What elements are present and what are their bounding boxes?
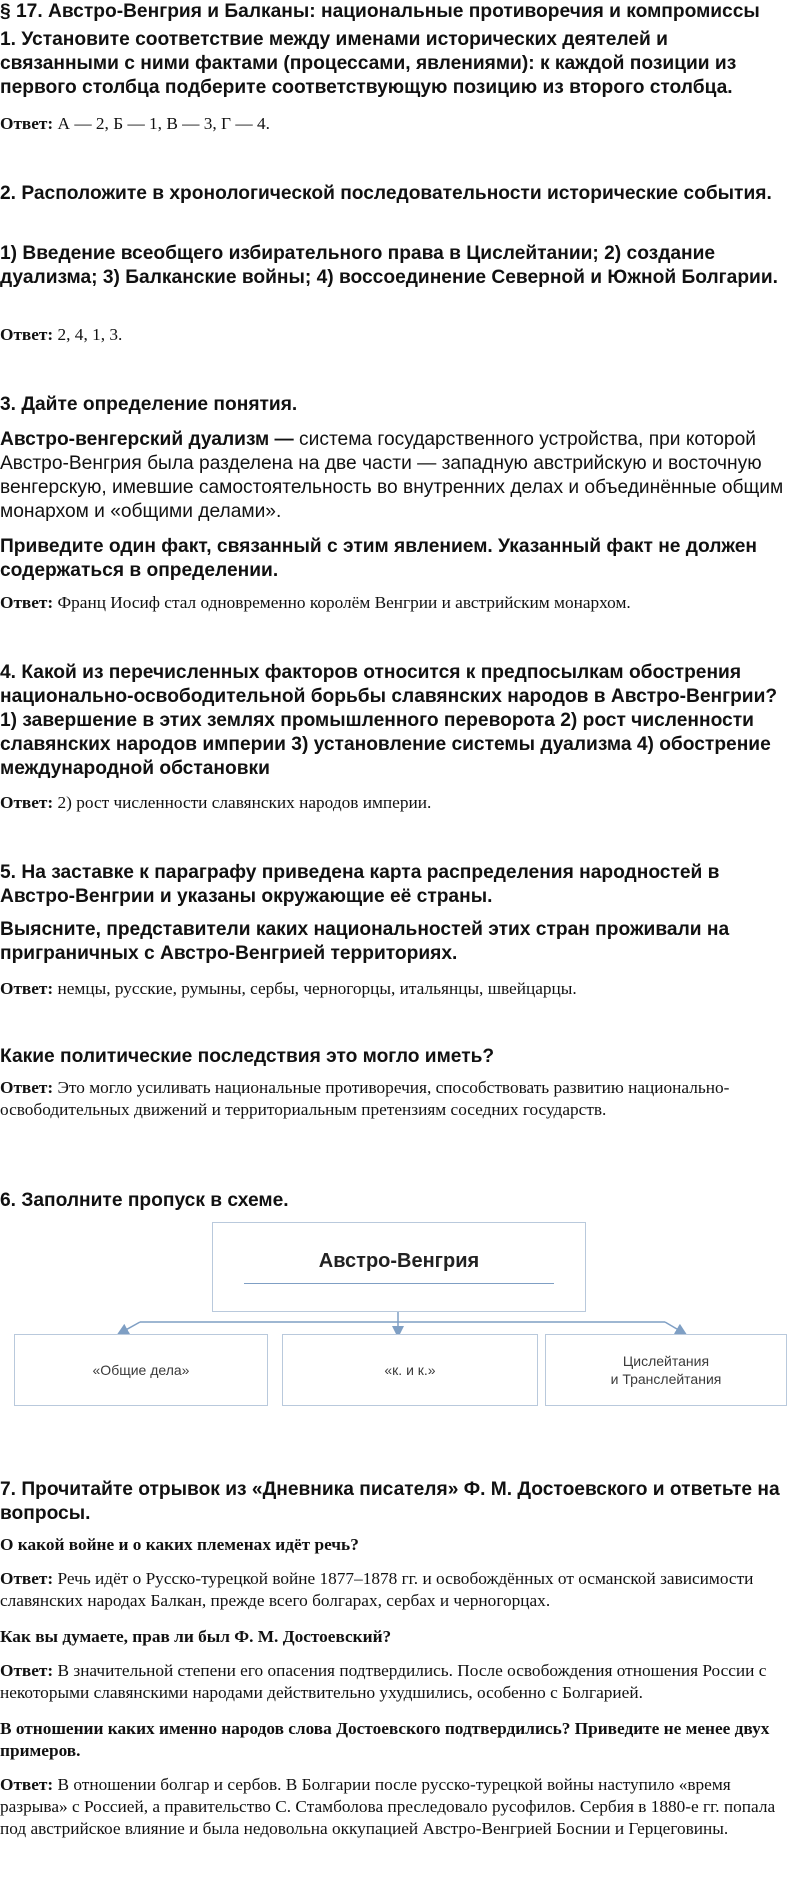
answer-7-2 [0,1660,792,1704]
answer-label: Ответ: [0,325,54,344]
diagram-root-box [212,1222,586,1312]
answer-7-3-text: В отношении болгар и сербов. В Болгарии после русско-турецкой войны наступило «время разрыва» с Россией, а правительство С. Стамболова преследовало русофилов. Сербия в 1880-е гг. попала под австрийское влияние и была недовольна оккупацией Австро-Венгрией Боснии и Герцеговины. [0,1775,776,1838]
question-7-sub-2: Как вы думаете, прав ли был Ф. М. Достоевский? [0,1627,392,1646]
question-2-events: 1) Введение всеобщего избирательного права в Цислейтании; 2) создание дуализма; 3) Балканские войны; 4) воссоединение Северной и Южной Болгарии. [0,243,778,288]
question-5-task-2: Какие политические последствия это могло иметь? [0,1046,495,1067]
answer-label: Ответ: [0,114,54,133]
question-7-sub-3: В отношении каких именно народов слова Достоевского подтвердились? Приведите не менее двух примеров. [0,1719,770,1760]
answer-label: Ответ: [0,793,54,812]
definition-term: Австро-венгерский дуализм — [0,429,294,450]
question-3: 3. Дайте определение понятия. [0,394,298,415]
question-2: 2. Расположите в хронологической последовательности исторические события. [0,183,772,204]
question-3-task: Приведите один факт, связанный с этим явлением. Указанный факт не должен содержаться в определении. [0,536,758,581]
answer-label: Ответ: [0,1775,54,1794]
answer-7-2-text: В значительной степени его опасения подтвердились. После освобождения отношения России с некоторыми славянскими народами действительно ухудшились, особенно с Болгарией. [0,1661,767,1702]
answer-label: Ответ: [0,1078,54,1097]
answer-2 [0,324,792,346]
answer-3 [0,592,792,614]
answer-7-1 [0,1568,792,1612]
diagram-child-2: «к. и к.» [282,1334,538,1406]
definition-text: система государственного устройства, при которой Австро-Венгрия была разделена на две части — западную австрийскую и восточную венгерскую, имевшие самостоятельность во внутренних делах и объединённые общим монархом и «общими делами». [0,429,784,522]
question-7: 7. Прочитайте отрывок из «Дневника писателя» Ф. М. Достоевского и ответьте на вопросы. [0,1479,780,1524]
answer-5-1-text: немцы, русские, румыны, сербы, черногорцы, итальянцы, швейцарцы. [57,979,577,998]
answer-7-1-text: Речь идёт о Русско-турецкой войне 1877–1878 гг. и освобождённых от османской зависимости славянских народах Балкан, прежде всего болгарах, сербах и черногорцах. [0,1569,754,1610]
question-5-task-1: Выясните, представители каких национальностей этих стран проживали на приграничных с Австро-Венгрией территориях. [0,919,730,964]
answer-label: Ответ: [0,593,54,612]
answer-4 [0,792,792,814]
question-7-sub-1: О какой войне и о каких племенах идёт речь? [0,1535,359,1554]
answer-2-text: 2, 4, 1, 3. [57,325,123,344]
question-5: 5. На заставке к параграфу приведена карта распределения народностей в Австро-Венгрии и указаны окружающие её страны. [0,862,720,907]
question-1: 1. Установите соответствие между именами исторических деятелей и связанными с ними фактами (процессами, явлениями): к каждой позиции из первого столбца подберите соответствующую позицию из второго столбца. [0,29,737,98]
diagram-child-1: «Общие дела» [14,1334,268,1406]
answer-label: Ответ: [0,1661,54,1680]
question-6: 6. Заполните пропуск в схеме. [0,1190,289,1211]
scheme-diagram [14,1222,786,1416]
answer-5-2-text: Это могло усиливать национальные противоречия, способствовать развитию национально-освободительных движений и территориальным претензиям соседних государств. [0,1078,730,1119]
diagram-root-label: Австро-Венгрия [318,1250,480,1272]
answer-label: Ответ: [0,1569,54,1588]
arrow-right [665,1322,682,1332]
answer-1 [0,113,792,135]
section-title: § 17. Австро-Венгрия и Балканы: национальные противоречия и компромиссы [0,1,760,22]
definition [0,428,792,524]
answer-4-text: 2) рост численности славянских народов империи. [57,793,432,812]
answer-5-1 [0,978,792,1000]
answer-1-text: А — 2, Б — 1, В — 3, Г — 4. [57,114,270,133]
question-4: 4. Какой из перечисленных факторов относится к предпосылкам обострения национально-освободительной борьбы славянских народов в Австро-Венгрии? 1) завершение в этих землях промышленного переворота 2) рост численности славянских народов империи 3) установление системы дуализма 4) обострение международной обстановки [0,662,778,779]
answer-5-2 [0,1077,792,1121]
answer-label: Ответ: [0,979,54,998]
diagram-child-3: Цислейтания и Транслейтания [545,1334,787,1406]
diagram-root-rule [244,1283,554,1284]
answer-7-3 [0,1774,792,1840]
arrow-left [122,1322,140,1332]
answer-3-text: Франц Иосиф стал одновременно королём Венгрии и австрийским монархом. [57,593,631,612]
